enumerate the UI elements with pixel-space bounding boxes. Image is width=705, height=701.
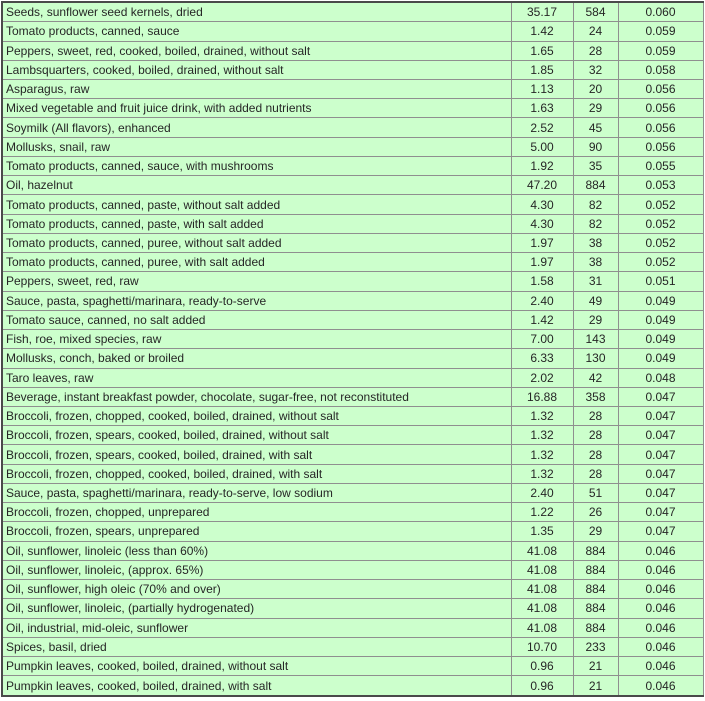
table-row[interactable]: [2, 253, 703, 272]
value-cell-3[interactable]: 0.060: [618, 2, 703, 22]
value-cell-3[interactable]: 0.046: [618, 580, 703, 599]
value-cell-2[interactable]: 24: [573, 22, 618, 41]
value-cell-1[interactable]: 0.96: [511, 657, 573, 676]
value-cell-2[interactable]: 28: [573, 445, 618, 464]
food-description-cell[interactable]: Tomato products, canned, puree, with salt added: [2, 253, 511, 272]
food-description-cell[interactable]: Soymilk (All flavors), enhanced: [2, 118, 511, 137]
value-cell-2[interactable]: 31: [573, 272, 618, 291]
table-row[interactable]: [2, 503, 703, 522]
value-cell-1[interactable]: 47.20: [511, 176, 573, 195]
value-cell-2[interactable]: 358: [573, 387, 618, 406]
table-row[interactable]: [2, 368, 703, 387]
food-description-cell[interactable]: Seeds, sunflower seed kernels, dried: [2, 2, 511, 22]
value-cell-1[interactable]: 41.08: [511, 580, 573, 599]
value-cell-2[interactable]: 28: [573, 406, 618, 425]
table-row[interactable]: [2, 426, 703, 445]
value-cell-1[interactable]: 2.02: [511, 368, 573, 387]
table-row[interactable]: [2, 79, 703, 98]
food-description-cell[interactable]: Beverage, instant breakfast powder, chocolate, sugar-free, not reconstituted: [2, 387, 511, 406]
value-cell-3[interactable]: 0.053: [618, 176, 703, 195]
food-description-cell[interactable]: Broccoli, frozen, spears, cooked, boiled, drained, with salt: [2, 445, 511, 464]
value-cell-2[interactable]: 884: [573, 560, 618, 579]
table-row[interactable]: [2, 330, 703, 349]
value-cell-1[interactable]: 2.40: [511, 291, 573, 310]
value-cell-3[interactable]: 0.047: [618, 522, 703, 541]
food-description-cell[interactable]: Fish, roe, mixed species, raw: [2, 330, 511, 349]
value-cell-3[interactable]: 0.048: [618, 368, 703, 387]
table-row[interactable]: [2, 137, 703, 156]
value-cell-2[interactable]: 20: [573, 79, 618, 98]
table-row[interactable]: [2, 618, 703, 637]
food-description-cell[interactable]: Spices, basil, dried: [2, 637, 511, 656]
table-row[interactable]: [2, 560, 703, 579]
food-description-cell[interactable]: Broccoli, frozen, spears, unprepared: [2, 522, 511, 541]
value-cell-3[interactable]: 0.047: [618, 406, 703, 425]
value-cell-1[interactable]: 1.92: [511, 156, 573, 175]
food-description-cell[interactable]: Peppers, sweet, red, cooked, boiled, drained, without salt: [2, 41, 511, 60]
food-description-cell[interactable]: Broccoli, frozen, chopped, cooked, boiled, drained, with salt: [2, 464, 511, 483]
value-cell-1[interactable]: 10.70: [511, 637, 573, 656]
table-row[interactable]: [2, 445, 703, 464]
table-row[interactable]: [2, 522, 703, 541]
table-row[interactable]: [2, 580, 703, 599]
food-description-cell[interactable]: Broccoli, frozen, chopped, unprepared: [2, 503, 511, 522]
value-cell-2[interactable]: 82: [573, 195, 618, 214]
value-cell-3[interactable]: 0.052: [618, 214, 703, 233]
value-cell-3[interactable]: 0.047: [618, 464, 703, 483]
value-cell-2[interactable]: 42: [573, 368, 618, 387]
value-cell-2[interactable]: 884: [573, 580, 618, 599]
food-description-cell[interactable]: Tomato products, canned, sauce, with mushrooms: [2, 156, 511, 175]
value-cell-1[interactable]: 1.22: [511, 503, 573, 522]
table-row[interactable]: [2, 310, 703, 329]
table-row[interactable]: [2, 387, 703, 406]
value-cell-2[interactable]: 35: [573, 156, 618, 175]
food-description-cell[interactable]: Oil, hazelnut: [2, 176, 511, 195]
value-cell-3[interactable]: 0.047: [618, 483, 703, 502]
table-row[interactable]: [2, 60, 703, 79]
value-cell-2[interactable]: 130: [573, 349, 618, 368]
value-cell-2[interactable]: 82: [573, 214, 618, 233]
value-cell-2[interactable]: 29: [573, 310, 618, 329]
table-row[interactable]: [2, 272, 703, 291]
value-cell-1[interactable]: 1.63: [511, 99, 573, 118]
table-row[interactable]: [2, 349, 703, 368]
food-description-cell[interactable]: Pumpkin leaves, cooked, boiled, drained, without salt: [2, 657, 511, 676]
food-description-cell[interactable]: Tomato products, canned, sauce: [2, 22, 511, 41]
value-cell-3[interactable]: 0.059: [618, 41, 703, 60]
value-cell-1[interactable]: 1.97: [511, 233, 573, 252]
table-row[interactable]: [2, 541, 703, 560]
table-row[interactable]: [2, 22, 703, 41]
value-cell-1[interactable]: 1.35: [511, 522, 573, 541]
table-row[interactable]: [2, 156, 703, 175]
value-cell-2[interactable]: 51: [573, 483, 618, 502]
table-row[interactable]: [2, 233, 703, 252]
value-cell-2[interactable]: 21: [573, 657, 618, 676]
food-description-cell[interactable]: Oil, industrial, mid-oleic, sunflower: [2, 618, 511, 637]
value-cell-3[interactable]: 0.049: [618, 330, 703, 349]
value-cell-3[interactable]: 0.049: [618, 291, 703, 310]
value-cell-1[interactable]: 1.85: [511, 60, 573, 79]
value-cell-3[interactable]: 0.049: [618, 310, 703, 329]
food-nutrient-table-container: [1, 1, 702, 697]
value-cell-1[interactable]: 2.52: [511, 118, 573, 137]
value-cell-3[interactable]: 0.058: [618, 60, 703, 79]
value-cell-3[interactable]: 0.046: [618, 676, 703, 696]
value-cell-2[interactable]: 29: [573, 99, 618, 118]
value-cell-1[interactable]: 1.58: [511, 272, 573, 291]
value-cell-3[interactable]: 0.055: [618, 156, 703, 175]
food-description-cell[interactable]: Tomato sauce, canned, no salt added: [2, 310, 511, 329]
table-row[interactable]: [2, 676, 703, 696]
food-description-cell[interactable]: Mollusks, conch, baked or broiled: [2, 349, 511, 368]
value-cell-1[interactable]: 0.96: [511, 676, 573, 696]
food-description-cell[interactable]: Oil, sunflower, high oleic (70% and over): [2, 580, 511, 599]
value-cell-3[interactable]: 0.051: [618, 272, 703, 291]
value-cell-2[interactable]: 26: [573, 503, 618, 522]
food-description-cell[interactable]: Mixed vegetable and fruit juice drink, with added nutrients: [2, 99, 511, 118]
food-description-cell[interactable]: Mollusks, snail, raw: [2, 137, 511, 156]
table-row[interactable]: [2, 99, 703, 118]
food-description-cell[interactable]: Oil, sunflower, linoleic, (partially hydrogenated): [2, 599, 511, 618]
table-row[interactable]: [2, 118, 703, 137]
table-row[interactable]: [2, 291, 703, 310]
table-row[interactable]: [2, 195, 703, 214]
value-cell-3[interactable]: 0.046: [618, 599, 703, 618]
value-cell-1[interactable]: 4.30: [511, 195, 573, 214]
value-cell-2[interactable]: 45: [573, 118, 618, 137]
table-row[interactable]: [2, 483, 703, 502]
value-cell-1[interactable]: 1.32: [511, 426, 573, 445]
table-row[interactable]: [2, 657, 703, 676]
food-description-cell[interactable]: Lambsquarters, cooked, boiled, drained, without salt: [2, 60, 511, 79]
value-cell-3[interactable]: 0.056: [618, 137, 703, 156]
value-cell-3[interactable]: 0.052: [618, 233, 703, 252]
table-row[interactable]: [2, 214, 703, 233]
value-cell-3[interactable]: 0.046: [618, 618, 703, 637]
value-cell-1[interactable]: 1.32: [511, 406, 573, 425]
value-cell-1[interactable]: 41.08: [511, 560, 573, 579]
table-row[interactable]: [2, 2, 703, 22]
value-cell-1[interactable]: 1.65: [511, 41, 573, 60]
value-cell-3[interactable]: 0.047: [618, 387, 703, 406]
value-cell-1[interactable]: 41.08: [511, 618, 573, 637]
food-description-cell[interactable]: Oil, sunflower, linoleic (less than 60%): [2, 541, 511, 560]
table-row[interactable]: [2, 464, 703, 483]
food-description-cell[interactable]: Sauce, pasta, spaghetti/marinara, ready-to-serve, low sodium: [2, 483, 511, 502]
food-description-cell[interactable]: Taro leaves, raw: [2, 368, 511, 387]
value-cell-2[interactable]: 233: [573, 637, 618, 656]
food-nutrient-table: [1, 1, 704, 697]
food-description-cell[interactable]: Tomato products, canned, puree, without salt added: [2, 233, 511, 252]
value-cell-2[interactable]: 38: [573, 253, 618, 272]
value-cell-3[interactable]: 0.056: [618, 118, 703, 137]
value-cell-2[interactable]: 28: [573, 426, 618, 445]
food-description-cell[interactable]: Asparagus, raw: [2, 79, 511, 98]
food-description-cell[interactable]: Oil, sunflower, linoleic, (approx. 65%): [2, 560, 511, 579]
food-description-cell[interactable]: Peppers, sweet, red, raw: [2, 272, 511, 291]
value-cell-2[interactable]: 49: [573, 291, 618, 310]
value-cell-1[interactable]: 1.42: [511, 22, 573, 41]
food-table-body: [2, 2, 703, 696]
value-cell-2[interactable]: 28: [573, 41, 618, 60]
food-description-cell[interactable]: Tomato products, canned, paste, with salt added: [2, 214, 511, 233]
value-cell-2[interactable]: 90: [573, 137, 618, 156]
value-cell-1[interactable]: 1.32: [511, 464, 573, 483]
food-description-cell[interactable]: Pumpkin leaves, cooked, boiled, drained, with salt: [2, 676, 511, 696]
value-cell-2[interactable]: 32: [573, 60, 618, 79]
value-cell-2[interactable]: 28: [573, 464, 618, 483]
value-cell-2[interactable]: 884: [573, 541, 618, 560]
food-description-cell[interactable]: Broccoli, frozen, spears, cooked, boiled, drained, without salt: [2, 426, 511, 445]
value-cell-3[interactable]: 0.046: [618, 560, 703, 579]
value-cell-3[interactable]: 0.046: [618, 541, 703, 560]
value-cell-2[interactable]: 21: [573, 676, 618, 696]
value-cell-2[interactable]: 143: [573, 330, 618, 349]
value-cell-1[interactable]: 2.40: [511, 483, 573, 502]
value-cell-3[interactable]: 0.047: [618, 445, 703, 464]
table-row[interactable]: [2, 176, 703, 195]
value-cell-1[interactable]: 4.30: [511, 214, 573, 233]
value-cell-1[interactable]: 7.00: [511, 330, 573, 349]
value-cell-2[interactable]: 29: [573, 522, 618, 541]
value-cell-3[interactable]: 0.046: [618, 657, 703, 676]
value-cell-1[interactable]: 1.97: [511, 253, 573, 272]
value-cell-3[interactable]: 0.059: [618, 22, 703, 41]
value-cell-3[interactable]: 0.052: [618, 253, 703, 272]
table-row[interactable]: [2, 599, 703, 618]
table-row[interactable]: [2, 637, 703, 656]
value-cell-3[interactable]: 0.056: [618, 79, 703, 98]
value-cell-3[interactable]: 0.046: [618, 637, 703, 656]
value-cell-1[interactable]: 35.17: [511, 2, 573, 22]
food-description-cell[interactable]: Tomato products, canned, paste, without salt added: [2, 195, 511, 214]
value-cell-3[interactable]: 0.056: [618, 99, 703, 118]
value-cell-1[interactable]: 6.33: [511, 349, 573, 368]
value-cell-1[interactable]: 41.08: [511, 599, 573, 618]
value-cell-2[interactable]: 584: [573, 2, 618, 22]
food-description-cell[interactable]: Broccoli, frozen, chopped, cooked, boiled, drained, without salt: [2, 406, 511, 425]
value-cell-2[interactable]: 884: [573, 176, 618, 195]
value-cell-2[interactable]: 884: [573, 599, 618, 618]
table-row[interactable]: [2, 406, 703, 425]
value-cell-3[interactable]: 0.047: [618, 426, 703, 445]
value-cell-1[interactable]: 5.00: [511, 137, 573, 156]
value-cell-1[interactable]: 41.08: [511, 541, 573, 560]
value-cell-2[interactable]: 38: [573, 233, 618, 252]
value-cell-3[interactable]: 0.052: [618, 195, 703, 214]
value-cell-2[interactable]: 884: [573, 618, 618, 637]
value-cell-1[interactable]: 16.88: [511, 387, 573, 406]
food-description-cell[interactable]: Sauce, pasta, spaghetti/marinara, ready-to-serve: [2, 291, 511, 310]
value-cell-1[interactable]: 1.32: [511, 445, 573, 464]
value-cell-3[interactable]: 0.047: [618, 503, 703, 522]
value-cell-1[interactable]: 1.13: [511, 79, 573, 98]
table-row[interactable]: [2, 41, 703, 60]
value-cell-1[interactable]: 1.42: [511, 310, 573, 329]
value-cell-3[interactable]: 0.049: [618, 349, 703, 368]
